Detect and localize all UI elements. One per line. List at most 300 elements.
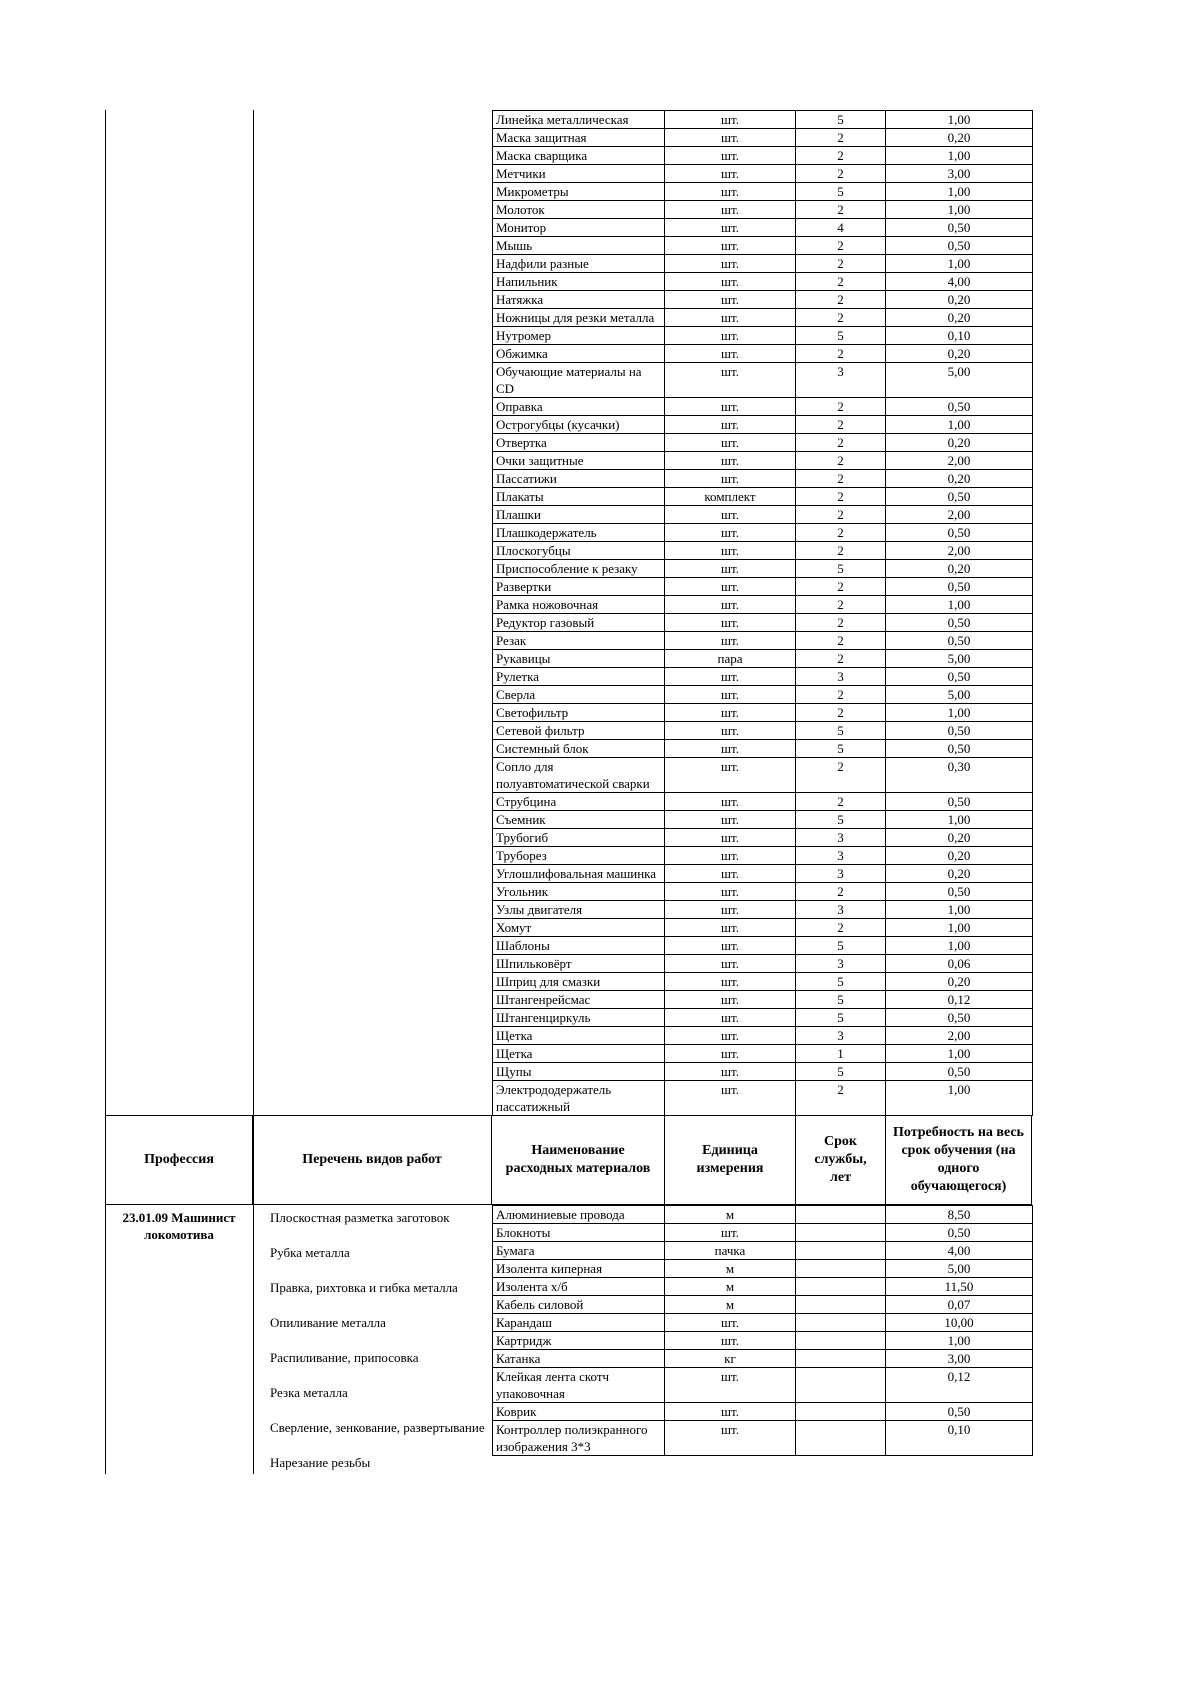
- unit: шт.: [665, 111, 796, 129]
- table-row: [493, 829, 1033, 847]
- table-row: [493, 1314, 1033, 1332]
- service-life: 5: [796, 722, 886, 740]
- service-life: 2: [796, 758, 886, 793]
- material-name: Обучающие материалы на CD: [493, 363, 665, 398]
- material-name: Надфили разные: [493, 255, 665, 273]
- service-life: 2: [796, 596, 886, 614]
- service-life: 5: [796, 811, 886, 829]
- table-row: [493, 488, 1033, 506]
- service-life: [796, 1224, 886, 1242]
- need-value: 0,07: [886, 1296, 1033, 1314]
- material-name: Картридж: [493, 1332, 665, 1350]
- table-row: [493, 1421, 1033, 1456]
- work-item: Плоскостная разметка заготовок: [270, 1210, 450, 1225]
- need-value: 0,50: [886, 740, 1033, 758]
- service-life: [796, 1332, 886, 1350]
- service-life: 2: [796, 686, 886, 704]
- material-name: Клейкая лента скотч упаковочная: [493, 1368, 665, 1403]
- unit: шт.: [665, 883, 796, 901]
- service-life: 2: [796, 883, 886, 901]
- unit: шт.: [665, 1081, 796, 1116]
- unit: шт.: [665, 183, 796, 201]
- service-life: 2: [796, 614, 886, 632]
- table-row: [493, 901, 1033, 919]
- material-name: Алюминиевые провода: [493, 1206, 665, 1224]
- service-life: 2: [796, 704, 886, 722]
- need-value: 0,50: [886, 524, 1033, 542]
- service-life: 3: [796, 847, 886, 865]
- need-value: 5,00: [886, 363, 1033, 398]
- unit: шт.: [665, 506, 796, 524]
- unit: шт.: [665, 811, 796, 829]
- material-name: Щупы: [493, 1063, 665, 1081]
- unit: шт.: [665, 614, 796, 632]
- service-life: 5: [796, 973, 886, 991]
- service-life: 2: [796, 237, 886, 255]
- service-life: 5: [796, 560, 886, 578]
- unit: шт.: [665, 345, 796, 363]
- unit: шт.: [665, 255, 796, 273]
- unit: шт.: [665, 327, 796, 345]
- table-row: [493, 470, 1033, 488]
- material-name: Нутромер: [493, 327, 665, 345]
- material-name: Струбцина: [493, 793, 665, 811]
- unit: шт.: [665, 560, 796, 578]
- table-row: [493, 811, 1033, 829]
- materials-table-bottom: [492, 1205, 1033, 1456]
- unit: шт.: [665, 847, 796, 865]
- table-row: [493, 255, 1033, 273]
- service-life: 3: [796, 1027, 886, 1045]
- need-value: 2,00: [886, 542, 1033, 560]
- material-name: Хомут: [493, 919, 665, 937]
- need-value: 3,00: [886, 165, 1033, 183]
- unit: шт.: [665, 363, 796, 398]
- service-life: 2: [796, 434, 886, 452]
- material-name: Шпильковёрт: [493, 955, 665, 973]
- service-life: 2: [796, 506, 886, 524]
- need-value: 1,00: [886, 183, 1033, 201]
- unit: шт.: [665, 524, 796, 542]
- service-life: 2: [796, 488, 886, 506]
- material-name: Системный блок: [493, 740, 665, 758]
- material-name: Углошлифовальная машинка: [493, 865, 665, 883]
- material-name: Монитор: [493, 219, 665, 237]
- material-name: Мышь: [493, 237, 665, 255]
- need-value: 0,50: [886, 632, 1033, 650]
- table-row: [493, 740, 1033, 758]
- table-row: [493, 919, 1033, 937]
- material-name: Молоток: [493, 201, 665, 219]
- table-row: [493, 596, 1033, 614]
- unit: шт.: [665, 434, 796, 452]
- table-row: [493, 1206, 1033, 1224]
- material-name: Ножницы для резки металла: [493, 309, 665, 327]
- unit: шт.: [665, 704, 796, 722]
- need-value: 0,20: [886, 470, 1033, 488]
- material-name: Кабель силовой: [493, 1296, 665, 1314]
- unit: шт.: [665, 793, 796, 811]
- material-name: Плоскогубцы: [493, 542, 665, 560]
- material-name: Плашки: [493, 506, 665, 524]
- unit: шт.: [665, 273, 796, 291]
- unit: шт.: [665, 955, 796, 973]
- material-name: Развертки: [493, 578, 665, 596]
- service-life: [796, 1368, 886, 1403]
- service-life: 2: [796, 416, 886, 434]
- service-life: 2: [796, 470, 886, 488]
- unit: шт.: [665, 1403, 796, 1421]
- unit: пачка: [665, 1242, 796, 1260]
- material-name: Щетка: [493, 1045, 665, 1063]
- need-value: 1,00: [886, 901, 1033, 919]
- need-value: 0,20: [886, 291, 1033, 309]
- table-row: [493, 883, 1033, 901]
- service-life: [796, 1421, 886, 1456]
- profession-name: 23.01.09 Машинист локомотива: [122, 1210, 236, 1242]
- need-value: 0,10: [886, 327, 1033, 345]
- material-name: Блокноты: [493, 1224, 665, 1242]
- header-service-life: Срок службы, лет: [796, 1115, 886, 1205]
- unit: шт.: [665, 578, 796, 596]
- unit: шт.: [665, 165, 796, 183]
- work-item: Сверление, зенкование, развертывание: [270, 1420, 485, 1435]
- need-value: 5,00: [886, 650, 1033, 668]
- need-value: 2,00: [886, 1027, 1033, 1045]
- unit: шт.: [665, 219, 796, 237]
- need-value: 0,50: [886, 1063, 1033, 1081]
- need-value: 0,20: [886, 829, 1033, 847]
- need-value: 0,50: [886, 883, 1033, 901]
- need-value: 0,50: [886, 237, 1033, 255]
- table-row: [493, 560, 1033, 578]
- material-name: Штангенрейсмас: [493, 991, 665, 1009]
- service-life: 2: [796, 345, 886, 363]
- unit: шт.: [665, 829, 796, 847]
- unit: шт.: [665, 1063, 796, 1081]
- service-life: 3: [796, 955, 886, 973]
- material-name: Редуктор газовый: [493, 614, 665, 632]
- service-life: 2: [796, 255, 886, 273]
- unit: шт.: [665, 291, 796, 309]
- service-life: 2: [796, 578, 886, 596]
- unit: шт.: [665, 416, 796, 434]
- unit: шт.: [665, 722, 796, 740]
- unit: шт.: [665, 452, 796, 470]
- service-life: 5: [796, 111, 886, 129]
- material-name: Плакаты: [493, 488, 665, 506]
- unit: шт.: [665, 740, 796, 758]
- material-name: Катанка: [493, 1350, 665, 1368]
- material-name: Линейка металлическая: [493, 111, 665, 129]
- need-value: 0,50: [886, 1403, 1033, 1421]
- material-name: Контроллер полиэкранного изображения 3*3: [493, 1421, 665, 1456]
- unit: шт.: [665, 237, 796, 255]
- table-row: [493, 129, 1033, 147]
- material-name: Шприц для смазки: [493, 973, 665, 991]
- service-life: 5: [796, 1009, 886, 1027]
- material-name: Обжимка: [493, 345, 665, 363]
- table-row: [493, 219, 1033, 237]
- need-value: 4,00: [886, 273, 1033, 291]
- need-value: 1,00: [886, 937, 1033, 955]
- table-row: [493, 865, 1033, 883]
- table-column-divider: [253, 110, 254, 1474]
- service-life: [796, 1314, 886, 1332]
- table-row: [493, 614, 1033, 632]
- unit: шт.: [665, 919, 796, 937]
- work-item: Рубка металла: [270, 1245, 350, 1260]
- materials-table-top: [492, 110, 1033, 1116]
- table-row: [493, 991, 1033, 1009]
- unit: шт.: [665, 1368, 796, 1403]
- unit: шт.: [665, 147, 796, 165]
- need-value: 0,12: [886, 991, 1033, 1009]
- material-name: Микрометры: [493, 183, 665, 201]
- service-life: 2: [796, 542, 886, 560]
- table-row: [493, 416, 1033, 434]
- need-value: 0,50: [886, 722, 1033, 740]
- table-row: [493, 704, 1033, 722]
- unit: шт.: [665, 901, 796, 919]
- need-value: 0,20: [886, 847, 1033, 865]
- material-name: Съемник: [493, 811, 665, 829]
- need-value: 0,06: [886, 955, 1033, 973]
- work-item: Нарезание резьбы: [270, 1455, 371, 1470]
- unit: шт.: [665, 1027, 796, 1045]
- table-row: [493, 434, 1033, 452]
- table-row: [493, 542, 1033, 560]
- table-row: [493, 1350, 1033, 1368]
- table-row: [493, 237, 1033, 255]
- material-name: Сверла: [493, 686, 665, 704]
- need-value: 0,50: [886, 614, 1033, 632]
- service-life: 2: [796, 632, 886, 650]
- table-left-border: [105, 110, 106, 1474]
- table-row: [493, 345, 1033, 363]
- material-name: Электрододержатель пассатижный: [493, 1081, 665, 1116]
- service-life: [796, 1242, 886, 1260]
- unit: м: [665, 1206, 796, 1224]
- unit: шт.: [665, 542, 796, 560]
- unit: м: [665, 1278, 796, 1296]
- table-row: [493, 1403, 1033, 1421]
- unit: шт.: [665, 1045, 796, 1063]
- material-name: Штангенциркуль: [493, 1009, 665, 1027]
- need-value: 0,20: [886, 309, 1033, 327]
- table-row: [493, 722, 1033, 740]
- material-name: Резак: [493, 632, 665, 650]
- table-row: [493, 398, 1033, 416]
- service-life: 4: [796, 219, 886, 237]
- table-row: [493, 1224, 1033, 1242]
- need-value: 1,00: [886, 147, 1033, 165]
- unit: шт.: [665, 991, 796, 1009]
- header-need: Потребность на весь срок обучения (на одного обучающегося): [886, 1115, 1032, 1205]
- need-value: 5,00: [886, 686, 1033, 704]
- table-row: [493, 1063, 1033, 1081]
- table-row: [493, 937, 1033, 955]
- unit: м: [665, 1296, 796, 1314]
- unit: шт.: [665, 1332, 796, 1350]
- material-name: Маска защитная: [493, 129, 665, 147]
- unit: комплект: [665, 488, 796, 506]
- service-life: 2: [796, 650, 886, 668]
- unit: шт.: [665, 937, 796, 955]
- unit: шт.: [665, 758, 796, 793]
- need-value: 0,50: [886, 578, 1033, 596]
- service-life: [796, 1260, 886, 1278]
- material-name: Пассатижи: [493, 470, 665, 488]
- unit: шт.: [665, 632, 796, 650]
- unit: шт.: [665, 686, 796, 704]
- table-row: [493, 147, 1033, 165]
- need-value: 0,20: [886, 345, 1033, 363]
- table-row: [493, 973, 1033, 991]
- material-name: Бумага: [493, 1242, 665, 1260]
- table-row: [493, 506, 1033, 524]
- material-name: Карандаш: [493, 1314, 665, 1332]
- unit: шт.: [665, 309, 796, 327]
- need-value: 0,50: [886, 668, 1033, 686]
- need-value: 1,00: [886, 704, 1033, 722]
- table-row: [493, 1278, 1033, 1296]
- unit: шт.: [665, 1224, 796, 1242]
- service-life: 2: [796, 919, 886, 937]
- header-unit: Единица измерения: [665, 1115, 796, 1205]
- need-value: 1,00: [886, 1045, 1033, 1063]
- material-name: Плашкодержатель: [493, 524, 665, 542]
- service-life: 3: [796, 668, 886, 686]
- service-life: 2: [796, 398, 886, 416]
- need-value: 2,00: [886, 506, 1033, 524]
- table-row: [493, 165, 1033, 183]
- service-life: [796, 1350, 886, 1368]
- table-row: [493, 524, 1033, 542]
- need-value: 1,00: [886, 811, 1033, 829]
- service-life: 3: [796, 901, 886, 919]
- need-value: 0,50: [886, 488, 1033, 506]
- material-name: Острогубцы (кусачки): [493, 416, 665, 434]
- need-value: 1,00: [886, 1081, 1033, 1116]
- table-row: [493, 183, 1033, 201]
- material-name: Коврик: [493, 1403, 665, 1421]
- need-value: 8,50: [886, 1206, 1033, 1224]
- table-row: [493, 273, 1033, 291]
- table-row: [493, 309, 1033, 327]
- unit: кг: [665, 1350, 796, 1368]
- material-name: Сопло для полуавтоматической сварки: [493, 758, 665, 793]
- table-header-row: [105, 1115, 1032, 1205]
- material-name: Отвертка: [493, 434, 665, 452]
- service-life: 5: [796, 1063, 886, 1081]
- service-life: 2: [796, 147, 886, 165]
- header-works: Перечень видов работ: [253, 1115, 492, 1205]
- material-name: Очки защитные: [493, 452, 665, 470]
- table-row: [493, 1260, 1033, 1278]
- unit: шт.: [665, 129, 796, 147]
- need-value: 1,00: [886, 596, 1033, 614]
- material-name: Изолента киперная: [493, 1260, 665, 1278]
- service-life: 2: [796, 452, 886, 470]
- service-life: 5: [796, 991, 886, 1009]
- table-row: [493, 1242, 1033, 1260]
- need-value: 0,12: [886, 1368, 1033, 1403]
- material-name: Натяжка: [493, 291, 665, 309]
- service-life: 2: [796, 201, 886, 219]
- unit: шт.: [665, 668, 796, 686]
- service-life: [796, 1278, 886, 1296]
- service-life: [796, 1296, 886, 1314]
- table-row: [493, 291, 1033, 309]
- service-life: 2: [796, 165, 886, 183]
- unit: шт.: [665, 1314, 796, 1332]
- need-value: 0,20: [886, 865, 1033, 883]
- need-value: 0,10: [886, 1421, 1033, 1456]
- need-value: 1,00: [886, 111, 1033, 129]
- need-value: 5,00: [886, 1260, 1033, 1278]
- need-value: 11,50: [886, 1278, 1033, 1296]
- table-row: [493, 650, 1033, 668]
- table-row: [493, 758, 1033, 793]
- need-value: 10,00: [886, 1314, 1033, 1332]
- table-row: [493, 686, 1033, 704]
- need-value: 0,20: [886, 560, 1033, 578]
- material-name: Рулетка: [493, 668, 665, 686]
- unit: шт.: [665, 1421, 796, 1456]
- table-row: [493, 1332, 1033, 1350]
- material-name: Изолента х/б: [493, 1278, 665, 1296]
- table-row: [493, 793, 1033, 811]
- need-value: 0,50: [886, 398, 1033, 416]
- need-value: 0,50: [886, 219, 1033, 237]
- unit: пара: [665, 650, 796, 668]
- need-value: 3,00: [886, 1350, 1033, 1368]
- service-life: [796, 1206, 886, 1224]
- material-name: Напильник: [493, 273, 665, 291]
- service-life: 2: [796, 1081, 886, 1116]
- need-value: 1,00: [886, 919, 1033, 937]
- need-value: 0,20: [886, 129, 1033, 147]
- service-life: 2: [796, 129, 886, 147]
- material-name: Светофильтр: [493, 704, 665, 722]
- need-value: 0,20: [886, 973, 1033, 991]
- material-name: Трубогиб: [493, 829, 665, 847]
- service-life: 3: [796, 865, 886, 883]
- need-value: 1,00: [886, 416, 1033, 434]
- material-name: Метчики: [493, 165, 665, 183]
- table-row: [493, 578, 1033, 596]
- service-life: 1: [796, 1045, 886, 1063]
- need-value: 4,00: [886, 1242, 1033, 1260]
- service-life: 2: [796, 309, 886, 327]
- unit: шт.: [665, 201, 796, 219]
- unit: м: [665, 1260, 796, 1278]
- material-name: Шаблоны: [493, 937, 665, 955]
- material-name: Сетевой фильтр: [493, 722, 665, 740]
- material-name: Рамка ножовочная: [493, 596, 665, 614]
- service-life: 5: [796, 327, 886, 345]
- table-row: [493, 955, 1033, 973]
- table-row: [493, 1009, 1033, 1027]
- work-item: Правка, рихтовка и гибка металла: [270, 1280, 458, 1295]
- need-value: 1,00: [886, 201, 1033, 219]
- unit: шт.: [665, 596, 796, 614]
- table-row: [493, 1296, 1033, 1314]
- material-name: Приспособление к резаку: [493, 560, 665, 578]
- need-value: 0,50: [886, 793, 1033, 811]
- need-value: 1,00: [886, 1332, 1033, 1350]
